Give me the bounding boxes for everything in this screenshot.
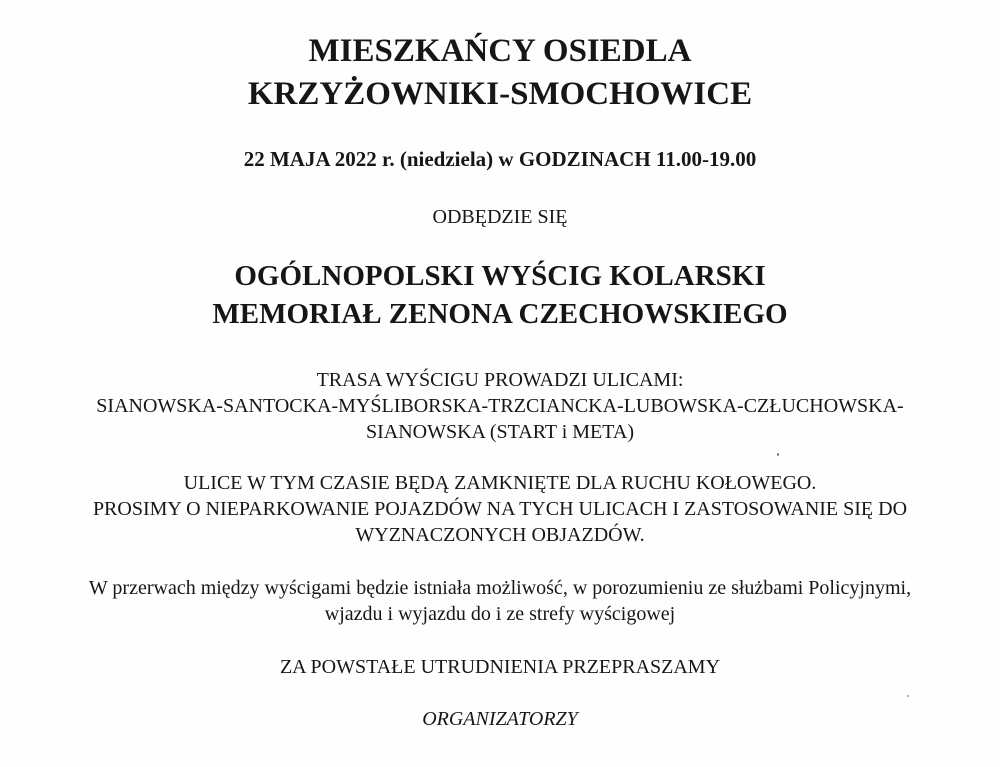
signature-text: ORGANIZATORZY bbox=[422, 708, 578, 730]
route-line-1: TRASA WYŚCIGU PROWADZI ULICAMI: bbox=[316, 369, 684, 391]
heading-line-1: MIESZKAŃCY OSIEDLA bbox=[308, 33, 692, 69]
closure-line-2: PROSIMY O NIEPARKOWANIE POJAZDÓW NA TYCH ULICACH I ZASTOSOWANIE SIĘ DO bbox=[92, 498, 908, 520]
closure-line-3: WYZNACZONYCH OBJAZDÓW. bbox=[355, 524, 645, 546]
apology-text: ZA POWSTAŁE UTRUDNIENIA PRZEPRASZAMY bbox=[279, 656, 721, 678]
scan-speck bbox=[777, 453, 779, 456]
break-info-line-2: wjazdu i wyjazdu do i ze strefy wyścigowej bbox=[324, 603, 676, 625]
route-line-3: SIANOWSKA (START i META) bbox=[365, 421, 634, 443]
closure-line-1: ULICE W TYM CZASIE BĘDĄ ZAMKNIĘTE DLA RUCHU KOŁOWEGO. bbox=[183, 472, 817, 494]
heading-line-2: KRZYŻOWNIKI-SMOCHOWICE bbox=[247, 76, 753, 112]
event-title-line-1: OGÓLNOPOLSKI WYŚCIG KOLARSKI bbox=[234, 260, 766, 292]
scan-speck bbox=[907, 695, 909, 697]
date-line: 22 MAJA 2022 r. (niedziela) w GODZINACH 11.00-19.00 bbox=[243, 147, 757, 171]
break-info-line-1: W przerwach między wyścigami będzie istniała możliwość, w porozumieniu ze służbami Policyjnymi, bbox=[88, 577, 912, 599]
intro-text: ODBĘDZIE SIĘ bbox=[432, 206, 568, 228]
route-line-2: SIANOWSKA-SANTOCKA-MYŚLIBORSKA-TRZCIANCKA-LUBOWSKA-CZŁUCHOWSKA- bbox=[96, 395, 904, 417]
event-title-line-2: MEMORIAŁ ZENONA CZECHOWSKIEGO bbox=[212, 298, 788, 330]
